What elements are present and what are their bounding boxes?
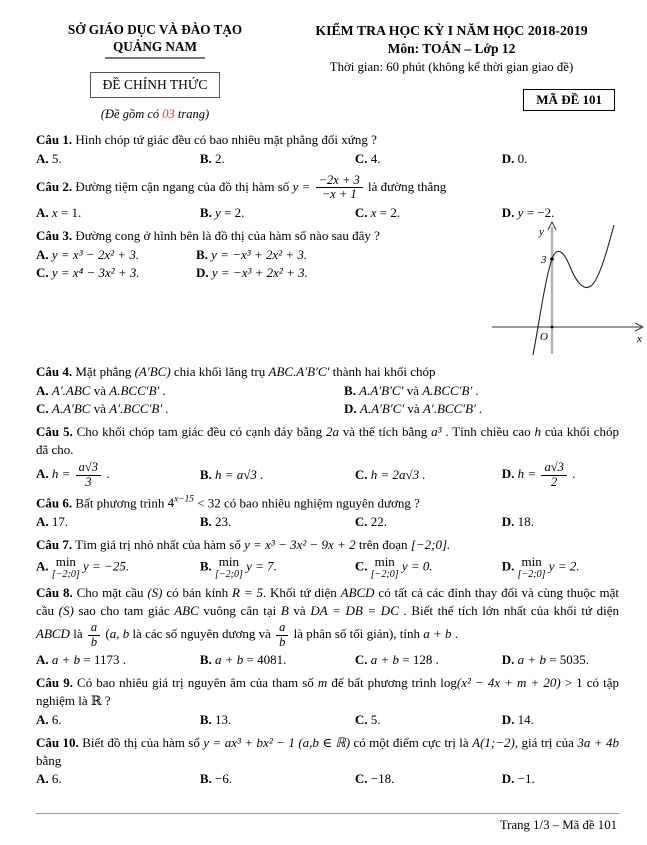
- option-key: C.: [354, 558, 368, 574]
- question-1: [36, 131, 619, 169]
- option-key: A.: [36, 246, 49, 262]
- question-8-option-d: D. a + b = 5035.: [501, 652, 590, 668]
- question-1-option-d: D. 0.: [501, 150, 528, 166]
- question-1-option-c: C. 4.: [354, 150, 381, 166]
- option-key: D.: [501, 514, 515, 530]
- question-5-option-c: C. h = 2a√3 .: [354, 466, 426, 482]
- pages-note-post: trang): [174, 107, 210, 121]
- option-key: D.: [196, 265, 209, 281]
- question-3-option-b: B. y = −x³ + 2x² + 3.: [196, 246, 308, 262]
- question-5-option-a: A. h = $\frac{a√3}{3}$ .: [36, 460, 110, 489]
- question-9-option-a: A. 6.: [36, 711, 62, 727]
- question-10-option-a: A. 6.: [36, 771, 62, 787]
- option-key: A.: [36, 514, 49, 530]
- question-1-option-b: B. 2.: [199, 150, 225, 166]
- x-axis-label: x: [637, 332, 642, 345]
- question-4-option-a: A. A′.ABC và A.BCC′B′ .: [36, 382, 166, 398]
- question-1-stem: Câu 1. Hình chóp tứ giác đều có bao nhiêu mặt phẳng đối xứng ?: [36, 132, 377, 147]
- question-8-label: Câu 8.: [36, 585, 73, 601]
- option-key: B.: [196, 246, 208, 262]
- exam-code-row: [284, 89, 619, 111]
- question-2-option-d: D. y = −2.: [501, 204, 555, 220]
- question-5-label: Câu 5.: [36, 424, 73, 440]
- question-6-option-b: B. 23.: [199, 514, 232, 530]
- province-name: QUẢNG NAM: [105, 39, 205, 60]
- option-key: A.: [36, 466, 49, 482]
- option-key: B.: [199, 150, 212, 166]
- question-4-options: [36, 382, 619, 420]
- option-key: B.: [199, 711, 212, 727]
- question-3-options: [36, 246, 484, 284]
- question-9-option-d: D. 14.: [501, 711, 534, 727]
- question-4: [36, 363, 619, 420]
- question-8-option-a: A. a + b = 1173 .: [36, 652, 127, 668]
- question-8-options: [36, 651, 619, 670]
- question-6-option-c: C. 22.: [354, 514, 388, 530]
- exam-subject: Môn: TOÁN – Lớp 12: [387, 41, 516, 57]
- option-key: C.: [354, 514, 368, 530]
- option-key: B.: [199, 204, 212, 220]
- question-2: [36, 173, 619, 223]
- page-number: Trang 1/3 – Mã đề 101: [499, 818, 617, 832]
- question-9-label: Câu 9.: [36, 674, 73, 690]
- question-4-option-c: C. A.A′BC và A′.BCC′B′ .: [36, 401, 169, 417]
- question-4-option-d: D. A.A′B′C′ và A′.BCC′B′ .: [344, 401, 483, 417]
- option-key: A.: [36, 150, 49, 166]
- question-3-text-column: [36, 227, 484, 284]
- option-key: D.: [501, 558, 515, 574]
- question-2-stem: Câu 2. Đường tiệm cận ngang của đồ thị hàm số y = $\frac{-2x + 3}{-x + 1}$ là đường thẳng: [36, 172, 447, 202]
- option-key: D.: [501, 466, 515, 482]
- option-key: D.: [501, 652, 515, 668]
- option-key: C.: [354, 711, 368, 727]
- option-key: A.: [36, 711, 49, 727]
- department-name: SỞ GIÁO DỤC VÀ ĐÀO TẠO: [67, 22, 243, 37]
- question-3: [36, 225, 642, 359]
- question-7-option-d: D. min [−2;0] y = 2.: [501, 554, 580, 581]
- question-2-option-b: B. y = 2.: [199, 204, 245, 220]
- question-2-option-c: C. x = 2.: [354, 204, 401, 220]
- option-key: A.: [36, 204, 49, 220]
- option-key: C.: [354, 466, 368, 482]
- option-key: A.: [36, 558, 49, 574]
- local-max-point: [550, 257, 554, 261]
- question-8-stem: Câu 8. Cho mặt cầu (S) có bán kính R = 5. Khối tứ diện ABCD có tất cả các đỉnh thay đổi và cùng thuộc mặt cầu (S) sao cho tam giác ABC vuông cân tại B và DA = DB = DC . Biết thể tích lớn nhất của khối tứ diện ABCD là $\frac{a}{b}$ (a, b là các số nguyên dương và $\frac{a}{b}$ là phân số tối giản), tính a + b .: [36, 585, 620, 649]
- exam-header: [36, 22, 619, 122]
- question-7-label: Câu 7.: [36, 537, 73, 553]
- origin-label: O: [540, 330, 548, 343]
- option-key: A.: [36, 652, 49, 668]
- option-key: C.: [354, 204, 368, 220]
- question-7-options: [36, 555, 619, 580]
- option-key: D.: [501, 711, 515, 727]
- option-key: B.: [199, 558, 212, 574]
- option-key: D.: [501, 150, 515, 166]
- question-7-option-a: A. min [−2;0] y = −25.: [36, 554, 130, 581]
- option-key: C.: [36, 401, 49, 417]
- question-10-options: [36, 770, 619, 789]
- question-6-options: [36, 513, 619, 532]
- question-8: [36, 584, 619, 670]
- question-3-label: Câu 3.: [36, 227, 73, 243]
- question-9-option-c: C. 5.: [354, 711, 381, 727]
- question-10-option-c: C. −18.: [354, 771, 395, 787]
- question-10-label: Câu 10.: [36, 734, 79, 750]
- option-key: B.: [344, 382, 356, 398]
- question-6-option-d: D. 18.: [501, 514, 534, 530]
- question-4-label: Câu 4.: [36, 363, 73, 379]
- pages-note-pre: (Đề gồm có: [100, 107, 163, 121]
- question-10: [36, 734, 619, 790]
- question-7-option-b: B. min [−2;0] y = 7.: [199, 554, 277, 581]
- questions-list: [36, 131, 642, 793]
- pages-note: [36, 107, 274, 122]
- question-9-option-b: B. 13.: [199, 711, 232, 727]
- question-8-option-b: B. a + b = 4081.: [199, 652, 287, 668]
- question-5-option-d: D. h = $\frac{a√3}{2}$ .: [501, 460, 576, 489]
- option-key: B.: [199, 652, 212, 668]
- question-6-label: Câu 6.: [36, 495, 73, 511]
- y-value-label: 3: [541, 253, 547, 266]
- option-key: D.: [501, 204, 515, 220]
- question-7-stem: Câu 7. Tìm giá trị nhỏ nhất của hàm số y = x³ − 3x² − 9x + 2 trên đoạn [−2;0].: [36, 537, 451, 553]
- question-3-option-d: D. y = −x³ + 2x² + 3.: [196, 265, 308, 281]
- footer-divider: [36, 813, 619, 814]
- question-8-option-c: C. a + b = 128 .: [354, 652, 439, 668]
- exam-footer: [36, 813, 619, 833]
- question-3-option-c: C. y = x⁴ − 3x² + 3.: [36, 265, 140, 281]
- origin-point: [551, 325, 554, 328]
- pages-note-number: 03: [162, 107, 175, 121]
- question-6-option-a: A. 17.: [36, 514, 69, 530]
- question-4-stem: Câu 4. Mặt phẳng (A′BC) chia khối lăng trụ ABC.A′B′C′ thành hai khối chóp: [36, 363, 436, 379]
- option-key: B.: [199, 466, 212, 482]
- question-9-stem: Câu 9. Có bao nhiêu giá trị nguyên âm của tham số m để bất phương trình log(x² − 4x + m + 20) > 1 có tập nghiệm là ℝ ?: [36, 674, 619, 708]
- question-1-label: Câu 1.: [36, 132, 73, 147]
- option-key: A.: [36, 771, 49, 787]
- header-right-block: [274, 22, 619, 122]
- question-3-graph-column: [488, 221, 647, 359]
- question-7: [36, 536, 619, 580]
- option-key: C.: [354, 771, 368, 787]
- question-5: [36, 423, 619, 490]
- question-5-stem: Câu 5. Cho khối chóp tam giác đều có cạnh đáy bằng 2a và thể tích bằng a³ . Tính chiều cao h của khối chóp đã cho.: [36, 424, 620, 458]
- question-3-stem: Câu 3. Đường cong ở hình bên là đồ thị của hàm số nào sau đây ?: [36, 227, 380, 243]
- option-key: C.: [36, 265, 49, 281]
- question-4-option-b: B. A.A′B′C′ và A.BCC′B′ .: [344, 382, 479, 398]
- question-5-option-b: B. h = a√3 .: [199, 466, 264, 482]
- question-2-label: Câu 2.: [36, 178, 73, 194]
- y-axis-label: y: [539, 225, 544, 238]
- exam-code-box: MÃ ĐỀ 101: [523, 89, 615, 111]
- question-6: [36, 494, 619, 532]
- question-2-option-a: A. x = 1.: [36, 204, 82, 220]
- question-7-option-c: C. min [−2;0] y = 0.: [354, 554, 433, 581]
- option-key: C.: [354, 652, 368, 668]
- question-6-stem: Câu 6. Bất phương trình $4^{x-15} < 32$ có bao nhiêu nghiệm nguyên dương ?: [36, 495, 420, 511]
- question-9: [36, 674, 619, 730]
- question-3-option-a: A. y = x³ − 2x² + 3.: [36, 246, 140, 262]
- option-key: B.: [199, 514, 212, 530]
- official-exam-row: [36, 72, 274, 98]
- question-9-options: [36, 711, 619, 730]
- question-10-stem: Câu 10. Biết đồ thị của hàm số y = ax³ + bx² − 1 (a,b ∈ ℝ) có một điểm cực trị là A(1;−2), giá trị của 3a + 4b bằng: [36, 734, 620, 768]
- option-key: D.: [344, 401, 357, 417]
- option-key: D.: [501, 771, 515, 787]
- question-10-option-b: B. −6.: [199, 771, 233, 787]
- header-left-block: [36, 22, 274, 122]
- question-5-options: [36, 460, 619, 490]
- function-graph: [488, 221, 647, 355]
- official-exam-box: ĐỀ CHÍNH THỨC: [90, 72, 221, 98]
- option-key: C.: [354, 150, 368, 166]
- option-key: A.: [36, 382, 49, 398]
- question-10-option-d: D. −1.: [501, 771, 535, 787]
- question-1-options: [36, 150, 619, 169]
- exam-duration: Thời gian: 60 phút (không kể thời gian giao đề): [329, 60, 574, 75]
- option-key: B.: [199, 771, 212, 787]
- question-1-option-a: A. 5.: [36, 150, 62, 166]
- exam-title: KIỂM TRA HỌC KỲ I NĂM HỌC 2018-2019: [315, 23, 588, 38]
